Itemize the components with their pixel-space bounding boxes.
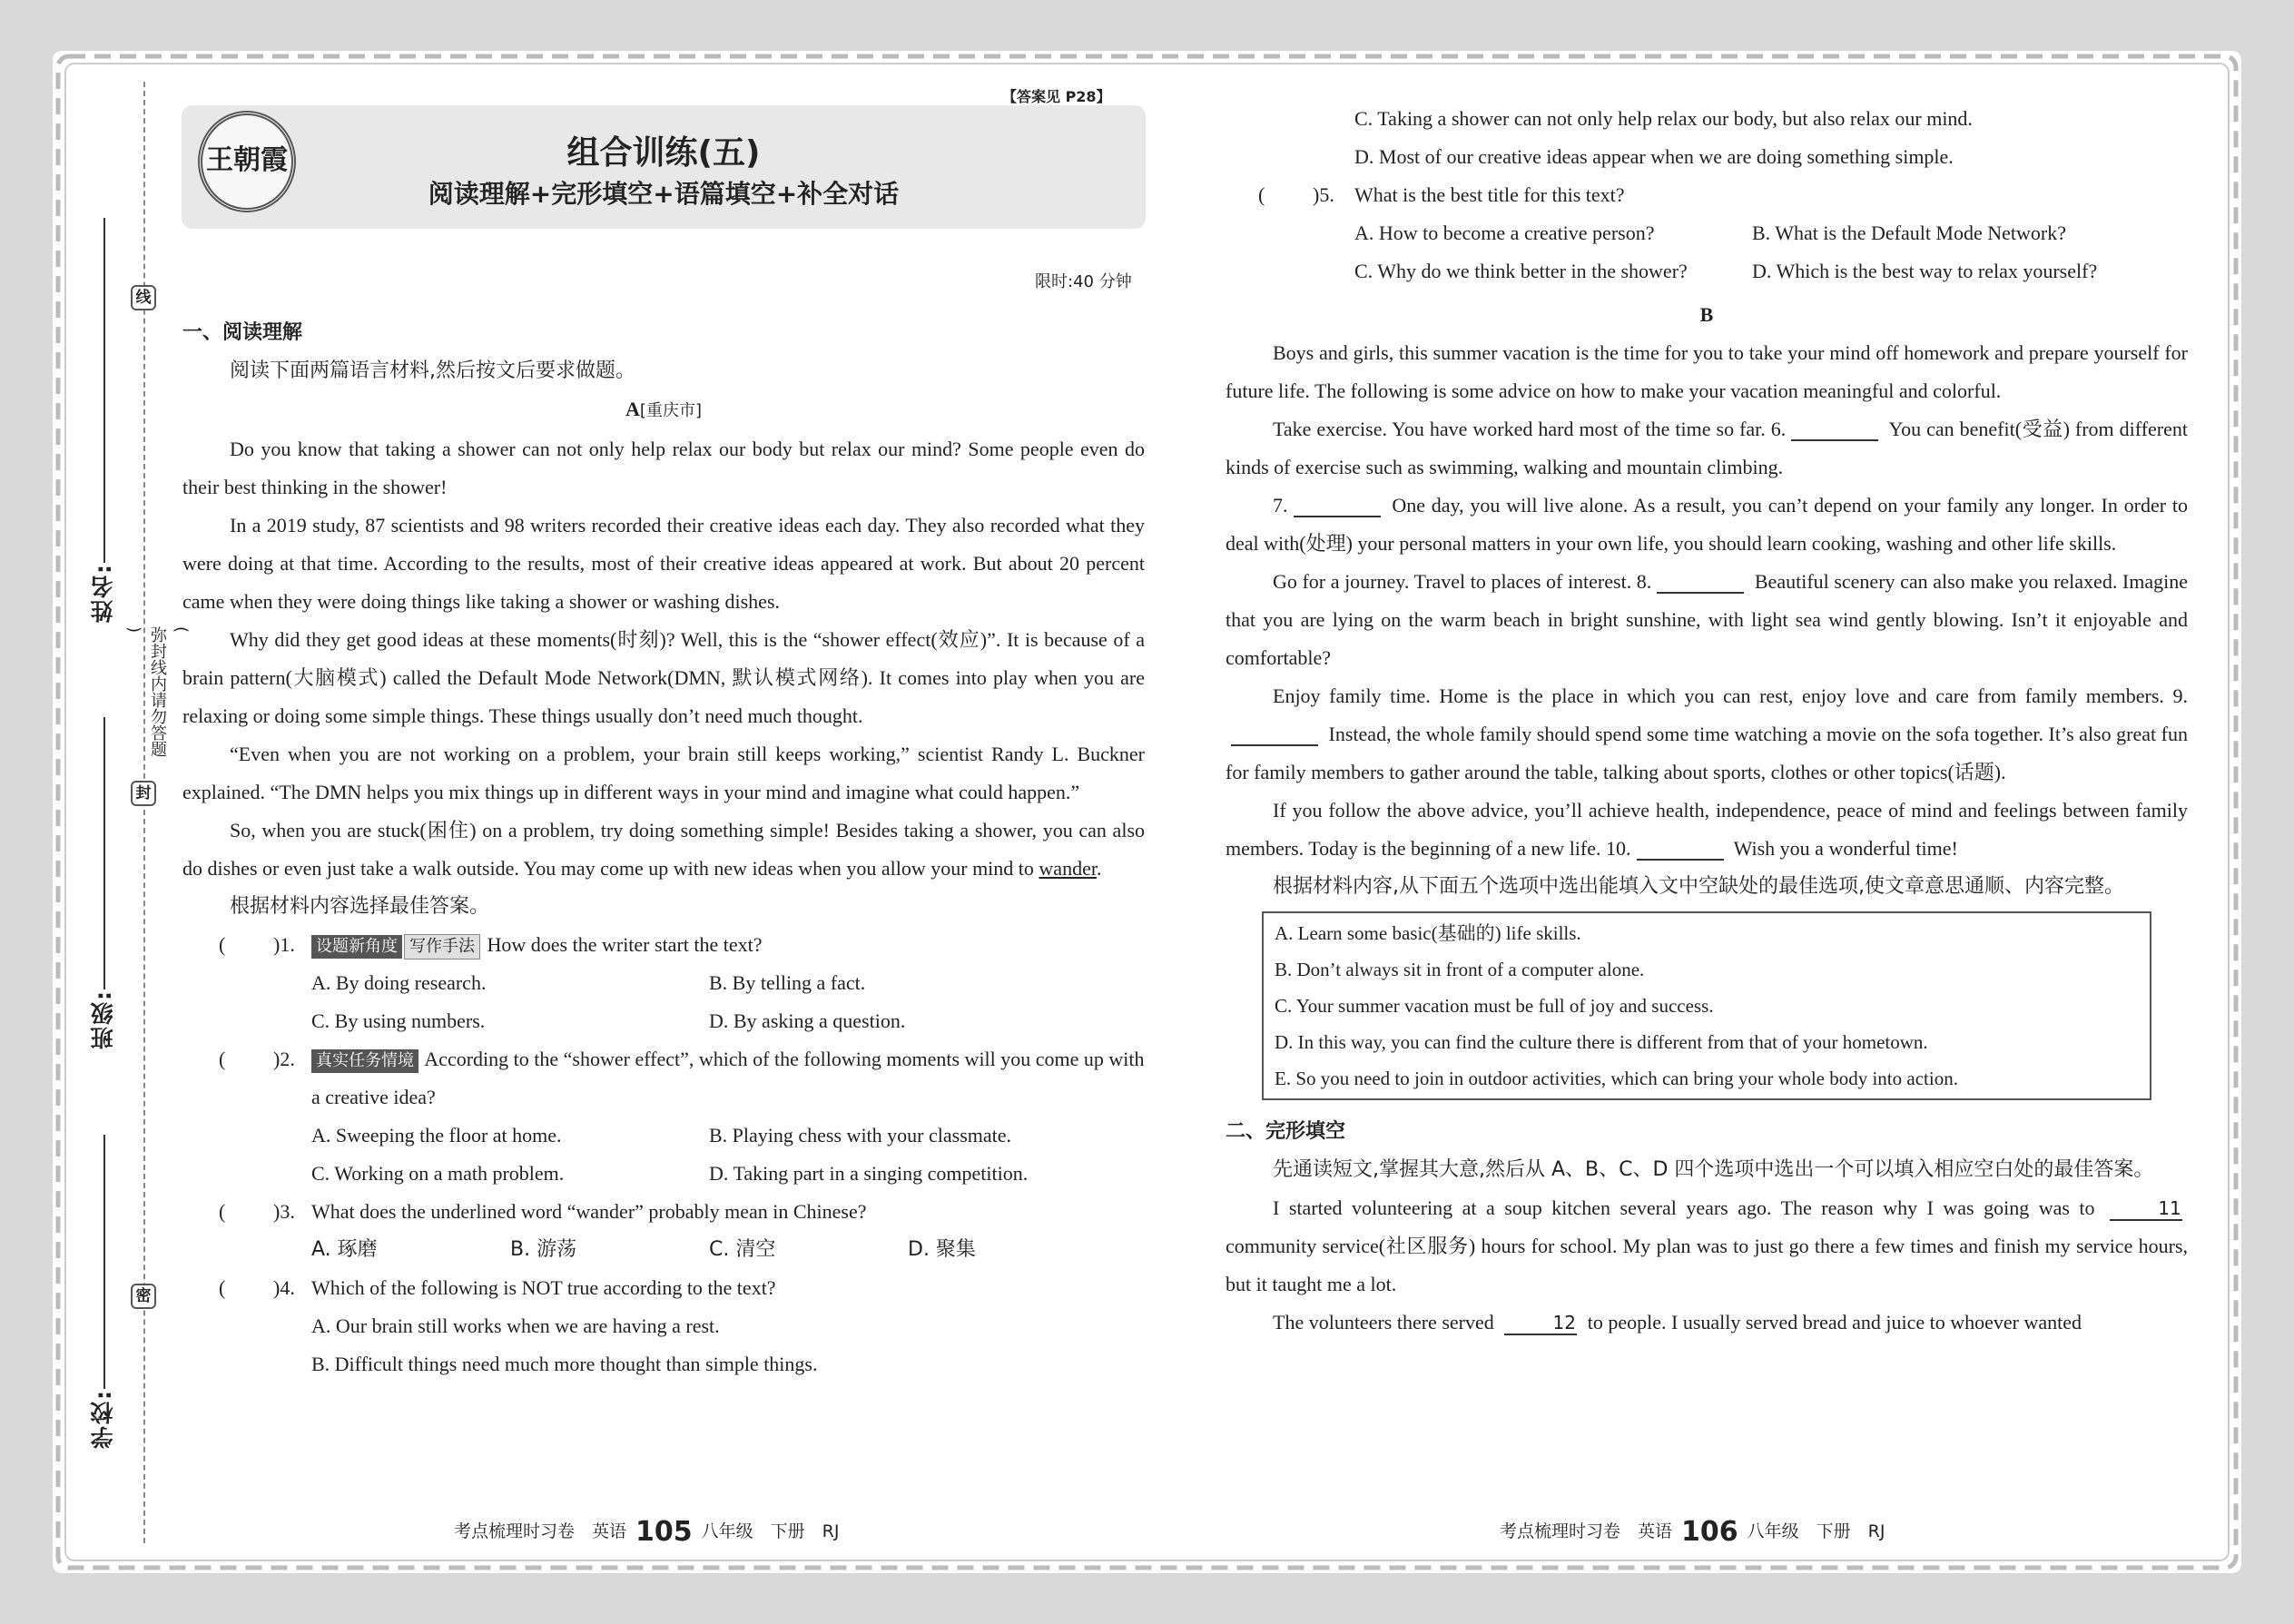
cloze-intro: 先通读短文,掌握其大意,然后从 A、B、C、D 四个选项中选出一个可以填入相应空白处的最佳答案。 [1273, 1158, 2154, 1181]
option[interactable]: C. Why do we think better in the shower? [1354, 260, 1688, 282]
option[interactable]: D. In this way, you can find the culture there is different from that of your hometown. [1275, 1031, 1928, 1053]
passage-b-para: Go for a journey. Travel to places of interest. 8. Beautiful scenery can also make you relaxed. Imagine that you are lying on the warm beach in bright sunshine, with light sea wind gently blowing. Isn’t it enjoyable and comfortable? [1226, 570, 2188, 669]
option[interactable]: C. 清空 [709, 1238, 776, 1261]
question-4: ( )4. Which of the following is NOT true according to the text? [219, 1276, 776, 1299]
option[interactable]: A. Our brain still works when we are having a rest. [311, 1314, 720, 1337]
passage-b-heading: B [1699, 303, 1714, 326]
question-tag: 设题新角度 [311, 935, 402, 959]
option[interactable]: B. Playing chess with your classmate. [709, 1124, 1012, 1147]
page-number: 106 [1681, 1516, 1738, 1548]
question-3-options [182, 1231, 1145, 1269]
option[interactable]: B. Difficult things need much more thought than simple things. [311, 1353, 818, 1375]
option[interactable]: C. By using numbers. [311, 1009, 486, 1032]
option[interactable]: C. Working on a math problem. [311, 1162, 565, 1185]
left-column [182, 314, 1145, 1383]
answer-blank[interactable] [1231, 721, 1318, 746]
options-box [1262, 911, 2151, 1100]
publisher-logo: 王朝霞 [198, 111, 296, 212]
passage-b-para: Take exercise. You have worked hard most of the time so far. 6. You can benefit(受益) from different kinds of exercise such as swimming, walking and mountain climbing. [1226, 418, 2188, 478]
section-cloze-heading: 二、完形填空 [1226, 1120, 1346, 1143]
seal-mark-bottom: 密 [131, 1284, 156, 1309]
school-line[interactable] [103, 1135, 105, 1389]
page-title: 组合训练(五) [566, 134, 761, 172]
footer-left: 考点梳理时习卷 英语 105 八年级 下册 RJ [454, 1516, 840, 1548]
cloze-para: I started volunteering at a soup kitchen several years ago. The reason why I was going was to 11 community service(社区服务) hours for school. My plan was to just go there a few times and finish my service hours, but it taught me a lot. [1226, 1196, 2188, 1295]
cloze-blank[interactable]: 11 [2110, 1197, 2182, 1221]
passage-a-para: Do you know that taking a shower can not only help relax our body but relax our mind? Some people even do their best thinking in the shower! [182, 438, 1145, 498]
question-tag: 写作手法 [404, 934, 480, 960]
cloze-blank[interactable]: 12 [1504, 1312, 1577, 1335]
option[interactable]: D. Most of our creative ideas appear when we are doing something simple. [1354, 145, 1954, 168]
time-limit: 限时:40 分钟 [1035, 272, 1132, 291]
passage-b-para: If you follow the above advice, you’ll achieve health, independence, peace of mind and feelings between family members. Today is the beginning of a new life. 10. Wish you a wonderful time! [1226, 799, 2188, 860]
school-label: 学校: [90, 1389, 116, 1449]
page-subtitle: 阅读理解+完形填空+语篇填空+补全对话 [428, 179, 900, 209]
cloze-para: The volunteers there served 12 to people. I usually served bread and juice to whoever wanted [1273, 1311, 2082, 1334]
option[interactable]: A. By doing research. [311, 971, 487, 994]
passage-b-para: 7. One day, you will live alone. As a result, you can’t depend on your family any longer. In order to deal with(处理) your personal matters in your own life, you should learn cooking, washing and other life skills. [1226, 494, 2188, 555]
question-2-options [182, 1117, 1145, 1193]
reading-intro: 阅读下面两篇语言材料,然后按文后要求做题。 [230, 359, 635, 382]
answer-blank[interactable] [1637, 835, 1724, 861]
option[interactable]: B. 游荡 [510, 1238, 577, 1261]
option[interactable]: A. 琢磨 [311, 1238, 378, 1261]
option[interactable]: D. Taking part in a singing competition. [709, 1162, 1029, 1185]
question-5: ( )5. What is the best title for this text? [1258, 183, 1625, 206]
answer-blank[interactable] [1294, 492, 1381, 517]
option[interactable]: A. Sweeping the floor at home. [311, 1124, 562, 1147]
passage-b-para: Boys and girls, this summer vacation is the time for you to take your mind off homework and prepare yourself for future life. The following is some advice on how to make your vacation meaningful and colorful. [1226, 341, 2188, 402]
name-line[interactable] [103, 218, 105, 563]
questions-instruction: 根据材料内容选择最佳答案。 [230, 895, 490, 918]
question-3: ( )3. What does the underlined word “wander” probably mean in Chinese? [219, 1200, 867, 1223]
answer-blank[interactable] [1791, 416, 1878, 441]
passage-a-para: In a 2019 study, 87 scientists and 98 writers recorded their creative ideas each day. They also recorded what they were doing at that time. According to the results, most of their creative ideas appeared at work. But about 20 percent came when they were doing things like taking a shower or washing dishes. [182, 514, 1145, 613]
question-tag: 真实任务情境 [311, 1049, 418, 1073]
answer-blank[interactable] [1657, 568, 1744, 594]
option[interactable]: B. What is the Default Mode Network? [1752, 221, 2067, 244]
class-label: 班级: [90, 989, 116, 1049]
class-line[interactable] [103, 717, 105, 989]
option[interactable]: A. How to become a creative person? [1354, 221, 1655, 244]
name-label: 姓名: [90, 563, 116, 623]
option[interactable]: E. So you need to join in outdoor activities, which can bring your whole body into action. [1275, 1068, 1958, 1089]
page-number: 105 [635, 1516, 693, 1548]
underlined-word: wander [1039, 857, 1097, 880]
option[interactable]: B. By telling a fact. [709, 971, 866, 994]
passage-a-para: Why did they get good ideas at these moments(时刻)? Well, this is the “shower effect(效应)”. It is because of a brain pattern(大脑模式) called the Default Mode Network(DMN, 默认模式网络). It comes into play when you are relaxing or doing some simple things. These things usually don’t need much thought. [182, 628, 1145, 727]
passage-b-para: Enjoy family time. Home is the place in which you can rest, enjoy love and care from family members. 9. Instead, the whole family should spend some time watching a movie on the sofa together. It’s also great fun for family members to gather around the table, talking about sports, clothes or other topics(话题). [1226, 684, 2188, 783]
passage-a-para: So, when you are stuck(困住) on a problem, try doing something simple! Besides taking a shower, you can also do dishes or even just take a walk outside. You may come up with new ideas when you allow your mind to wander. [182, 819, 1145, 880]
option[interactable]: D. 聚集 [908, 1238, 976, 1261]
option[interactable]: A. Learn some basic(基础的) life skills. [1275, 922, 1581, 944]
option[interactable]: C. Your summer vacation must be full of joy and success. [1275, 995, 1714, 1017]
question-1: ( )1. 设题新角度 写作手法 How does the writer start the text? [182, 926, 1145, 964]
passage-b-instruction: 根据材料内容,从下面五个选项中选出能填入文中空缺处的最佳选项,使文章意思通顺、内容完整。 [1273, 875, 2124, 898]
question-5-options [1226, 214, 2188, 290]
option[interactable]: D. Which is the best way to relax yourself? [1752, 260, 2098, 282]
seal-mark-top: 线 [131, 285, 156, 310]
seal-note: ( 弥封线内请勿答题 ) [124, 626, 191, 757]
option[interactable]: B. Don’t always sit in front of a computer alone. [1275, 959, 1645, 980]
footer-right: 考点梳理时习卷 英语 106 八年级 下册 RJ [1500, 1516, 1885, 1548]
passage-a-para: “Even when you are not working on a problem, your brain still keeps working,” scientist Randy L. Buckner explained. “The DMN helps you mix things up in different ways in your mind and imagine what could happen.” [182, 743, 1145, 803]
seal-mark-mid: 封 [131, 781, 156, 806]
section-reading-heading: 一、阅读理解 [182, 321, 303, 344]
option[interactable]: C. Taking a shower can not only help relax our body, but also relax our mind. [1354, 107, 1973, 130]
option[interactable]: D. By asking a question. [709, 1009, 906, 1032]
question-1-options [182, 964, 1145, 1040]
right-column [1226, 100, 2188, 1342]
answer-reference: 【答案见 P28】 [1002, 88, 1111, 105]
binding-strip [87, 82, 191, 1543]
question-2: ( )2. 真实任务情境 According to the “shower effect”, which of the following moments will you come up with a creative idea? [219, 1048, 1145, 1108]
passage-a-heading: A[重庆市] [625, 398, 702, 420]
